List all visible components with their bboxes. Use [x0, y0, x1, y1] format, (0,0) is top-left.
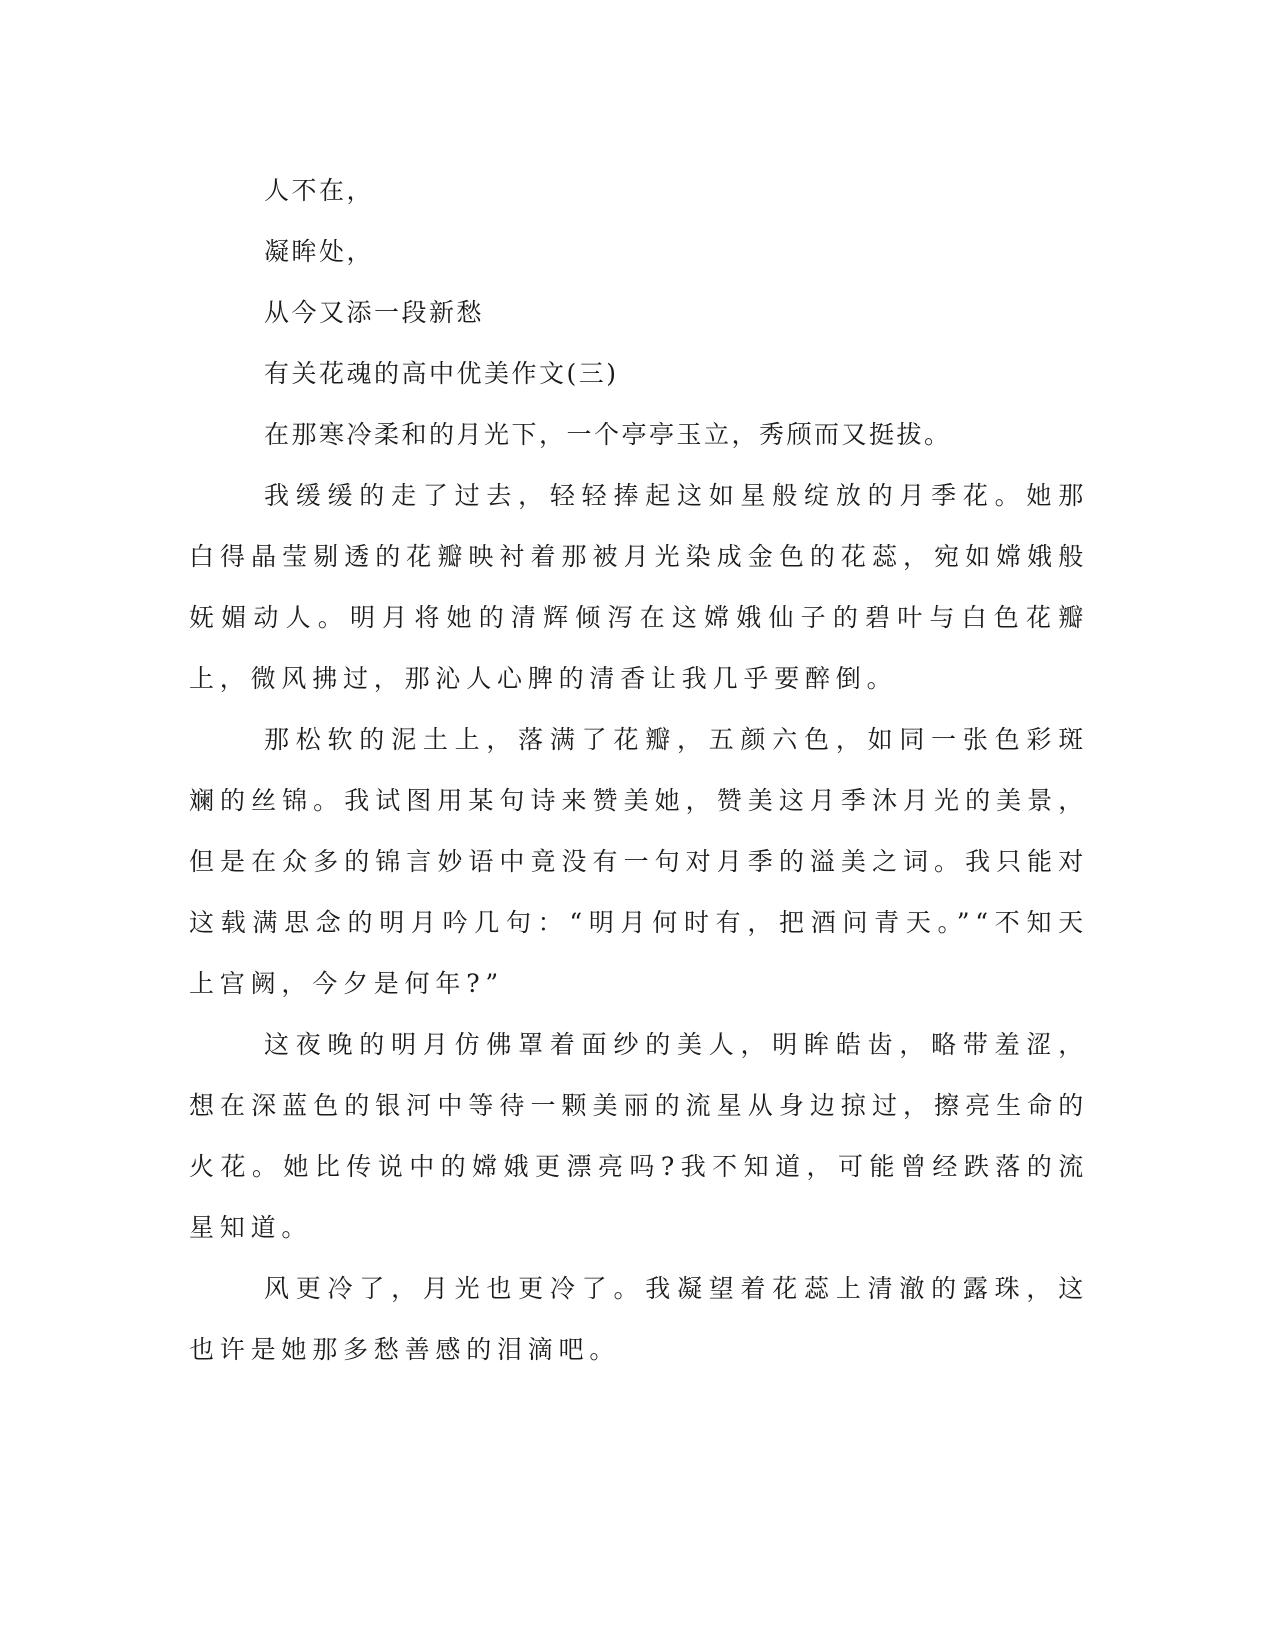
poem-line: 从今又添一段新愁	[264, 298, 485, 327]
section-heading: 有关花魂的高中优美作文(三)	[264, 359, 619, 388]
paragraph: 那松软的泥土上，落满了花瓣，五颜六色，如同一张色彩斑斓的丝锦。我试图用某句诗来赞美她，赞美这月季沐月光的美景，但是在众多的锦言妙语中竟没有一句对月季的溢美之词。我只能对这载满思念的明月吟几句：“明月何时有，把酒问青天。”“不知天上宫阙，今夕是何年?”	[189, 725, 1089, 998]
poem-line: 凝眸处，	[264, 237, 375, 266]
opening-sentence: 在那寒冷柔和的月光下，一个亭亭玉立，秀颀而又挺拔。	[264, 420, 952, 449]
paragraph: 我缓缓的走了过去，轻轻捧起这如星般绽放的月季花。她那白得晶莹剔透的花瓣映衬着那被月光染成金色的花蕊，宛如嫦娥般妩媚动人。明月将她的清辉倾泻在这嫦娥仙子的碧叶与白色花瓣上，微风拂过，那沁人心脾的清香让我几乎要醉倒。	[189, 481, 1089, 693]
paragraph: 风更冷了，月光也更冷了。我凝望着花蕊上清澈的露珠，这也许是她那多愁善感的泪滴吧。	[189, 1274, 1089, 1364]
document-body	[189, 160, 1089, 1380]
poem-line: 人不在，	[264, 176, 375, 205]
paragraph: 这夜晚的明月仿佛罩着面纱的美人，明眸皓齿，略带羞涩，想在深蓝色的银河中等待一颗美丽的流星从身边掠过，擦亮生命的火花。她比传说中的嫦娥更漂亮吗?我不知道，可能曾经跌落的流星知道。	[189, 1030, 1089, 1242]
